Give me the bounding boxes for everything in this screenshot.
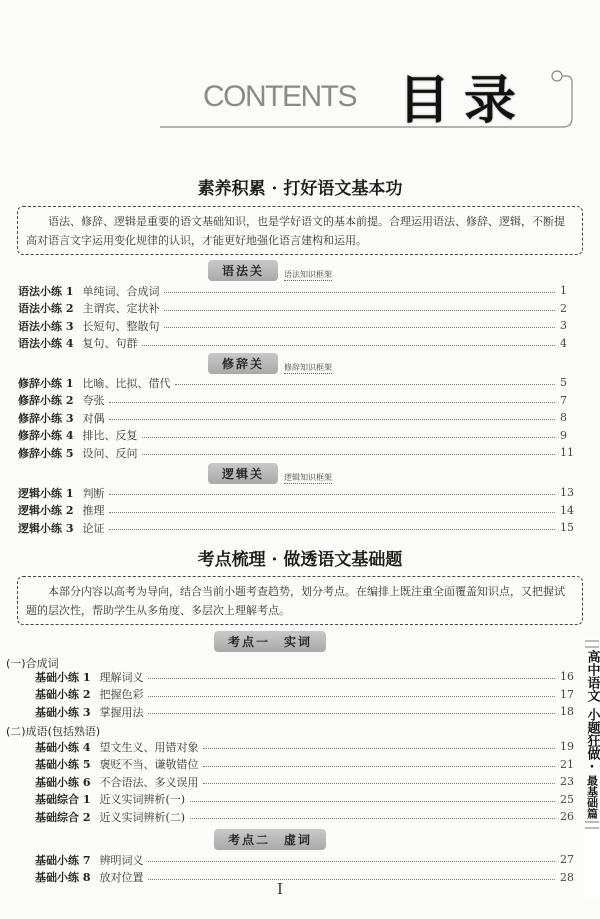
entry-page: 7 <box>560 393 567 407</box>
leader-dots <box>203 783 555 784</box>
leader-dots <box>148 696 555 697</box>
toc-group <box>0 668 578 721</box>
toc-row[interactable] <box>18 409 578 427</box>
entry-label: 语法小练 1 <box>18 284 74 298</box>
part1-title: 素养积累 · 打好语文基本功 <box>197 179 403 199</box>
entry-page: 1 <box>560 284 567 298</box>
toc-title: 目录 <box>398 71 531 131</box>
leader-dots <box>109 529 555 530</box>
knowledge-framework-link: 修辞知识框架 <box>284 363 332 372</box>
entry-topic: 放对位置 <box>99 871 144 885</box>
entry-page: 2 <box>560 301 567 315</box>
subsection-heading: (一)合成词 <box>6 657 59 670</box>
entry-label: 基础小练 1 <box>35 670 91 684</box>
side-tab-series: 小题狂做 <box>584 708 600 760</box>
leader-dots <box>203 766 555 767</box>
entry-page: 21 <box>560 757 574 771</box>
entry-page: 16 <box>560 670 574 684</box>
leader-dots <box>142 437 555 438</box>
leader-dots <box>175 384 555 385</box>
leader-dots <box>190 801 555 802</box>
entry-label: 语法小练 2 <box>18 302 74 316</box>
entry-page: 11 <box>560 446 574 460</box>
toc-group <box>0 484 578 537</box>
toc-row[interactable] <box>18 374 578 392</box>
section-badge: 考点一 实词 <box>214 631 326 652</box>
entry-label: 基础小练 3 <box>35 705 91 719</box>
section-badge-row <box>0 829 540 851</box>
entry-topic: 理解词义 <box>99 670 144 684</box>
entry-topic: 褒贬不当、谦敬错位 <box>99 758 199 772</box>
entry-page: 25 <box>560 792 574 806</box>
entry-label: 修辞小练 4 <box>18 429 74 443</box>
entry-page: 5 <box>560 376 567 390</box>
toc-row[interactable] <box>35 668 578 686</box>
entry-page: 9 <box>560 428 567 442</box>
entry-label: 基础小练 7 <box>35 853 91 867</box>
leader-dots <box>109 419 555 420</box>
entry-topic: 掌握用法 <box>99 705 144 719</box>
leader-dots <box>142 345 555 346</box>
leader-dots <box>164 310 555 311</box>
entry-label: 基础综合 2 <box>35 810 91 824</box>
entry-page: 17 <box>560 687 574 701</box>
leader-dots <box>148 678 555 679</box>
entry-page: 14 <box>560 503 574 517</box>
toc-row[interactable] <box>18 484 578 502</box>
toc-row[interactable] <box>18 502 578 520</box>
toc-row[interactable] <box>18 282 578 300</box>
section-badge-row <box>0 353 540 375</box>
entry-page: 19 <box>560 740 574 754</box>
entry-page: 26 <box>560 810 574 824</box>
leader-dots <box>203 748 555 749</box>
entry-label: 基础小练 6 <box>35 775 91 789</box>
entry-label: 修辞小练 3 <box>18 411 74 425</box>
toc-group <box>0 738 578 826</box>
section-badge-row <box>0 463 540 485</box>
entry-topic: 辨明词义 <box>99 853 144 867</box>
section-badge-row <box>0 631 540 653</box>
toc-row[interactable] <box>35 773 578 791</box>
entry-topic: 比喻、比拟、借代 <box>82 376 171 390</box>
leader-dots <box>109 512 555 513</box>
entry-label: 基础综合 1 <box>35 793 91 807</box>
entry-topic: 设问、反问 <box>82 446 138 460</box>
leader-dots <box>109 494 555 495</box>
leader-dots <box>148 713 555 714</box>
toc-row[interactable] <box>18 427 578 445</box>
contents-heading: CONTENTS <box>203 80 356 113</box>
part1-intro: 语法、修辞、逻辑是重要的语文基础知识，也是学好语文的基本前提。合理运用语法、修辞、逻辑，不断提高对语言文字运用变化规律的认识，才能更好地强化语言建构和运用。 <box>17 206 583 255</box>
entry-topic: 望文生义、用错对象 <box>99 740 199 754</box>
toc-row[interactable] <box>18 392 578 410</box>
section-badge: 语法关 <box>208 260 278 281</box>
leader-dots <box>164 292 555 293</box>
entry-label: 语法小练 3 <box>18 319 74 333</box>
entry-label: 基础小练 5 <box>35 758 91 772</box>
entry-label: 基础小练 2 <box>35 688 91 702</box>
section-badge-row <box>0 260 540 282</box>
entry-page: 28 <box>560 870 574 884</box>
toc-row[interactable] <box>35 756 578 774</box>
entry-topic: 不合语法、多义误用 <box>99 775 199 789</box>
toc-row[interactable] <box>35 808 578 826</box>
subsection-heading: (二)成语(包括熟语) <box>6 725 101 738</box>
part2-intro: 本部分内容以高考为导向，结合当前小题考查趋势，划分考点。在编排上既注重全面覆盖知识点，又把握试题的层次性，帮助学生从多角度、多层次上理解考点。 <box>17 576 583 625</box>
toc-row[interactable] <box>35 703 578 721</box>
entry-topic: 复句、句群 <box>82 337 138 351</box>
side-tab-volume: 最基础篇 <box>585 775 599 819</box>
entry-topic: 论证 <box>82 521 105 535</box>
entry-topic: 判断 <box>82 486 105 500</box>
entry-topic: 对偶 <box>82 411 105 425</box>
toc-row[interactable] <box>18 444 578 462</box>
entry-label: 修辞小练 5 <box>18 446 74 460</box>
entry-topic: 主谓宾、定状补 <box>82 302 160 316</box>
entry-label: 逻辑小练 1 <box>18 486 74 500</box>
toc-row[interactable] <box>35 686 578 704</box>
entry-label: 基础小练 8 <box>35 871 91 885</box>
toc-row[interactable] <box>35 851 578 869</box>
toc-group <box>0 282 578 352</box>
section-badge: 逻辑关 <box>208 463 278 484</box>
entry-page: 3 <box>560 319 567 333</box>
entry-label: 逻辑小练 2 <box>18 504 74 518</box>
toc-row[interactable] <box>18 300 578 318</box>
section-badge: 修辞关 <box>208 353 278 374</box>
toc-row[interactable] <box>35 791 578 809</box>
knowledge-framework-link: 逻辑知识框架 <box>284 473 332 482</box>
leader-dots <box>164 327 555 328</box>
entry-topic: 排比、反复 <box>82 429 138 443</box>
leader-dots <box>148 861 555 862</box>
entry-page: 8 <box>560 411 567 425</box>
leader-dots <box>190 818 555 819</box>
entry-topic: 近义实词辨析(一) <box>99 793 186 807</box>
entry-label: 修辞小练 1 <box>18 376 74 390</box>
entry-topic: 夸张 <box>82 394 105 408</box>
entry-label: 逻辑小练 3 <box>18 521 74 535</box>
entry-topic: 长短句、整散句 <box>82 319 160 333</box>
toc-row[interactable] <box>35 738 578 756</box>
entry-topic: 近义实词辨析(二) <box>99 810 186 824</box>
side-tab <box>584 638 600 898</box>
page-number: I <box>277 880 283 898</box>
toc-row[interactable] <box>18 335 578 353</box>
entry-page: 23 <box>560 775 574 789</box>
toc-row[interactable] <box>18 519 578 537</box>
toc-row[interactable] <box>18 317 578 335</box>
leader-dots <box>142 454 555 455</box>
entry-label: 语法小练 4 <box>18 337 74 351</box>
section-badge: 考点二 虚词 <box>214 829 326 850</box>
leader-dots <box>109 402 555 403</box>
entry-page: 18 <box>560 705 574 719</box>
side-tab-dot: · <box>589 760 595 775</box>
entry-page: 15 <box>560 521 574 535</box>
entry-topic: 推理 <box>82 504 105 518</box>
toc-group <box>0 374 578 462</box>
entry-page: 4 <box>560 336 567 350</box>
entry-page: 13 <box>560 486 574 500</box>
side-tab-subject: 高中语文 <box>584 650 600 702</box>
entry-page: 27 <box>560 853 574 867</box>
part2-title: 考点梳理 · 做透语文基础题 <box>197 550 403 570</box>
entry-label: 基础小练 4 <box>35 740 91 754</box>
entry-topic: 单纯词、合成词 <box>82 284 160 298</box>
knowledge-framework-link: 语法知识框架 <box>284 270 332 279</box>
entry-topic: 把握色彩 <box>99 688 144 702</box>
entry-label: 修辞小练 2 <box>18 394 74 408</box>
